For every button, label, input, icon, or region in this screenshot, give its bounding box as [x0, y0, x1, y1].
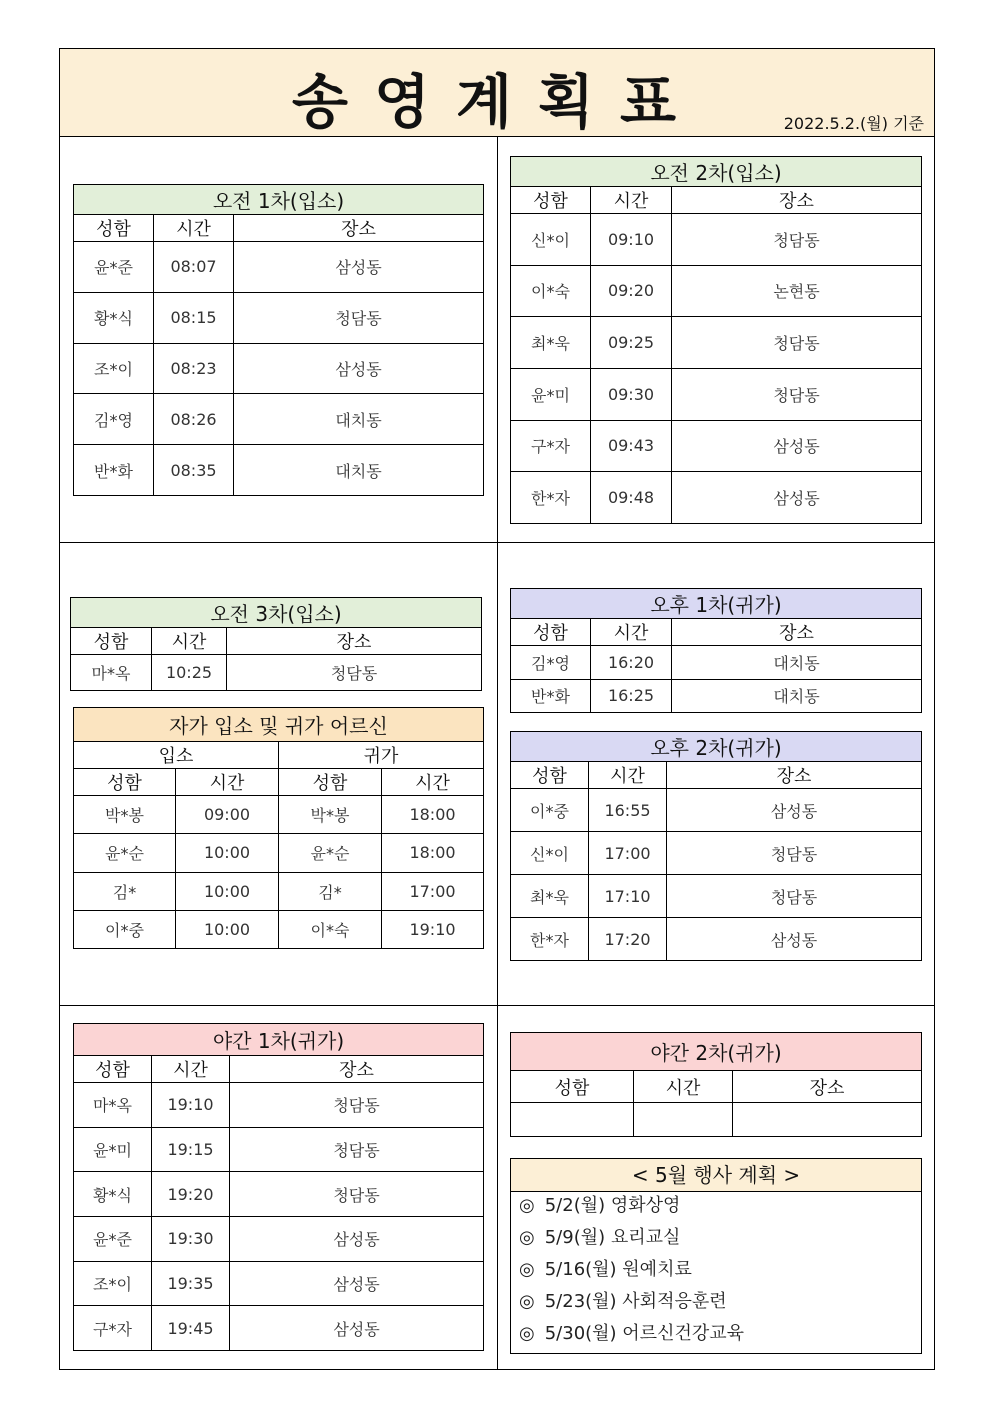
col-place: 장소 [672, 187, 922, 214]
table-row [511, 368, 922, 420]
cell-name: 윤*순 [74, 834, 176, 872]
cell-name [511, 1103, 634, 1137]
list-item [519, 1224, 921, 1256]
col-time: 시간 [589, 762, 667, 789]
col-name: 성함 [511, 619, 591, 646]
cell-name: 조*이 [74, 1261, 152, 1306]
cell-time: 16:55 [589, 789, 667, 832]
night1-title: 야간 1차(귀가) [74, 1024, 484, 1056]
cell-place: 삼성동 [234, 242, 484, 293]
column-divider [497, 137, 498, 1370]
pm1-title: 오후 1차(귀가) [511, 589, 922, 619]
cell-name: 윤*미 [511, 368, 591, 420]
pm2-title: 오후 2차(귀가) [511, 732, 922, 762]
bullet-icon: ◎ [519, 1291, 535, 1312]
night1-table [73, 1023, 484, 1351]
cell-name: 박*봉 [74, 796, 176, 834]
table-row [74, 796, 484, 834]
cell-place: 삼성동 [672, 472, 922, 524]
table-row [511, 317, 922, 369]
cell-time: 09:00 [176, 796, 279, 834]
cell-place: 청담동 [230, 1083, 484, 1128]
cell-name: 신*이 [511, 832, 589, 875]
cell-place: 대치동 [234, 394, 484, 445]
cell-name: 반*화 [74, 445, 154, 496]
table-row [511, 1103, 922, 1137]
cell-place: 청담동 [230, 1172, 484, 1217]
cell-name: 반*화 [511, 679, 591, 713]
cell-place: 삼성동 [230, 1306, 484, 1351]
night2-title: 야간 2차(귀가) [511, 1033, 922, 1071]
cell-name: 이*중 [74, 910, 176, 948]
cell-place: 삼성동 [234, 343, 484, 394]
table-row [74, 1172, 484, 1217]
cell-time: 17:10 [589, 875, 667, 918]
cell-time: 08:23 [154, 343, 234, 394]
cell-place: 청담동 [230, 1127, 484, 1172]
cell-time: 09:25 [591, 317, 672, 369]
table-row [511, 265, 922, 317]
bullet-icon: ◎ [519, 1195, 535, 1216]
basis-date: 2022.5.2.(월) 기준 [783, 114, 924, 133]
page-title: 송영계획표 [291, 68, 703, 136]
cell-time: 17:20 [589, 918, 667, 961]
col-name: 성함 [74, 1056, 152, 1083]
cell-time [634, 1103, 733, 1137]
col-name: 성함 [511, 1071, 634, 1103]
cell-time: 19:20 [152, 1172, 230, 1217]
col-name: 성함 [71, 628, 152, 655]
list-item [519, 1192, 921, 1224]
cell-name: 한*자 [511, 918, 589, 961]
pm2-table [510, 731, 922, 961]
cell-time: 09:30 [591, 368, 672, 420]
cell-place: 청담동 [667, 875, 922, 918]
cell-name: 김* [279, 872, 382, 910]
table-row [511, 214, 922, 266]
cell-place: 대치동 [234, 445, 484, 496]
col-name: 성함 [74, 769, 176, 796]
cell-place: 청담동 [667, 832, 922, 875]
col-name: 성함 [74, 215, 154, 242]
cell-place: 삼성동 [667, 918, 922, 961]
event-text: 5/30(월) 어르신건강교육 [544, 1323, 745, 1344]
events-box [510, 1158, 922, 1354]
cell-name: 마*옥 [74, 1083, 152, 1128]
cell-time: 19:30 [152, 1216, 230, 1261]
table-row [74, 834, 484, 872]
event-text: 5/23(월) 사회적응훈련 [544, 1291, 727, 1312]
cell-name: 윤*순 [279, 834, 382, 872]
col-time: 시간 [154, 215, 234, 242]
cell-name: 김*영 [511, 646, 591, 680]
table-row [74, 910, 484, 948]
table-row [74, 872, 484, 910]
col-name: 성함 [279, 769, 382, 796]
cell-time: 10:00 [176, 834, 279, 872]
cell-place: 청담동 [672, 317, 922, 369]
cell-name: 최*욱 [511, 317, 591, 369]
cell-time: 16:20 [591, 646, 672, 680]
bullet-icon: ◎ [519, 1323, 535, 1344]
cell-name: 황*식 [74, 292, 154, 343]
am3-title: 오전 3차(입소) [71, 598, 482, 628]
cell-time: 17:00 [589, 832, 667, 875]
cell-name: 이*숙 [279, 910, 382, 948]
cell-name: 구*자 [74, 1306, 152, 1351]
event-text: 5/16(월) 원예치료 [544, 1259, 692, 1280]
cell-time: 09:20 [591, 265, 672, 317]
col-time: 시간 [591, 619, 672, 646]
col-place: 장소 [227, 628, 482, 655]
cell-name: 조*이 [74, 343, 154, 394]
list-item [519, 1288, 921, 1320]
table-row [511, 918, 922, 961]
cell-time: 17:00 [382, 872, 484, 910]
cell-place: 청담동 [234, 292, 484, 343]
col-place: 장소 [667, 762, 922, 789]
col-name: 성함 [511, 187, 591, 214]
cell-place: 삼성동 [230, 1216, 484, 1261]
night2-table [510, 1032, 922, 1137]
cell-name: 최*욱 [511, 875, 589, 918]
cell-name: 윤*미 [74, 1127, 152, 1172]
col-place: 장소 [230, 1056, 484, 1083]
cell-name: 황*식 [74, 1172, 152, 1217]
cell-name: 윤*준 [74, 242, 154, 293]
cell-time: 19:10 [382, 910, 484, 948]
self-table [73, 707, 484, 949]
am1-table [73, 184, 484, 496]
cell-time: 10:00 [176, 910, 279, 948]
cell-place [733, 1103, 922, 1137]
event-text: 5/9(월) 요리교실 [544, 1227, 681, 1248]
cell-name: 한*자 [511, 472, 591, 524]
table-row [74, 394, 484, 445]
cell-place: 청담동 [672, 214, 922, 266]
cell-time: 19:15 [152, 1127, 230, 1172]
table-row [511, 420, 922, 472]
am2-title: 오전 2차(입소) [511, 157, 922, 187]
cell-place: 삼성동 [667, 789, 922, 832]
cell-name: 이*중 [511, 789, 589, 832]
events-list [511, 1192, 921, 1352]
self-in-label: 입소 [74, 742, 279, 769]
cell-name: 김* [74, 872, 176, 910]
col-place: 장소 [234, 215, 484, 242]
self-title: 자가 입소 및 귀가 어르신 [74, 708, 484, 742]
row-divider [60, 1005, 934, 1006]
cell-time: 08:26 [154, 394, 234, 445]
cell-place: 대치동 [672, 679, 922, 713]
table-row [74, 292, 484, 343]
table-row [511, 832, 922, 875]
cell-time: 19:45 [152, 1306, 230, 1351]
cell-time: 09:48 [591, 472, 672, 524]
cell-name: 김*영 [74, 394, 154, 445]
cell-place: 논현동 [672, 265, 922, 317]
cell-place: 삼성동 [230, 1261, 484, 1306]
table-row [74, 343, 484, 394]
cell-time: 10:25 [152, 655, 227, 691]
col-time: 시간 [591, 187, 672, 214]
am2-table [510, 156, 922, 524]
events-title: < 5월 행사 계획 > [511, 1159, 921, 1192]
cell-time: 16:25 [591, 679, 672, 713]
cell-place: 청담동 [672, 368, 922, 420]
col-place: 장소 [672, 619, 922, 646]
cell-time: 19:35 [152, 1261, 230, 1306]
am1-title: 오전 1차(입소) [74, 185, 484, 215]
cell-time: 09:10 [591, 214, 672, 266]
self-out-label: 귀가 [279, 742, 484, 769]
col-name: 성함 [511, 762, 589, 789]
col-time: 시간 [152, 628, 227, 655]
table-row [511, 646, 922, 680]
event-text: 5/2(월) 영화상영 [544, 1195, 681, 1216]
table-row [74, 1083, 484, 1128]
cell-time: 18:00 [382, 796, 484, 834]
list-item [519, 1256, 921, 1288]
cell-time: 10:00 [176, 872, 279, 910]
table-row [74, 1261, 484, 1306]
list-item [519, 1320, 921, 1352]
row-divider [60, 542, 934, 543]
cell-time: 08:35 [154, 445, 234, 496]
cell-time: 18:00 [382, 834, 484, 872]
bullet-icon: ◎ [519, 1259, 535, 1280]
cell-name: 이*숙 [511, 265, 591, 317]
table-row [71, 655, 482, 691]
col-time: 시간 [176, 769, 279, 796]
table-row [74, 445, 484, 496]
table-row [74, 1306, 484, 1351]
cell-place: 청담동 [227, 655, 482, 691]
table-row [511, 472, 922, 524]
col-time: 시간 [152, 1056, 230, 1083]
cell-time: 08:15 [154, 292, 234, 343]
bullet-icon: ◎ [519, 1227, 535, 1248]
pm1-table [510, 588, 922, 713]
col-time: 시간 [382, 769, 484, 796]
col-place: 장소 [733, 1071, 922, 1103]
am3-table [70, 597, 482, 691]
header [60, 49, 934, 137]
cell-place: 삼성동 [672, 420, 922, 472]
table-row [74, 1216, 484, 1261]
cell-name: 마*옥 [71, 655, 152, 691]
table-row [511, 789, 922, 832]
cell-name: 윤*준 [74, 1216, 152, 1261]
table-row [74, 1127, 484, 1172]
table-row [511, 875, 922, 918]
cell-name: 신*이 [511, 214, 591, 266]
cell-name: 구*자 [511, 420, 591, 472]
table-row [511, 679, 922, 713]
cell-time: 09:43 [591, 420, 672, 472]
table-row [74, 242, 484, 293]
cell-place: 대치동 [672, 646, 922, 680]
cell-name: 박*봉 [279, 796, 382, 834]
cell-time: 08:07 [154, 242, 234, 293]
col-time: 시간 [634, 1071, 733, 1103]
cell-time: 19:10 [152, 1083, 230, 1128]
